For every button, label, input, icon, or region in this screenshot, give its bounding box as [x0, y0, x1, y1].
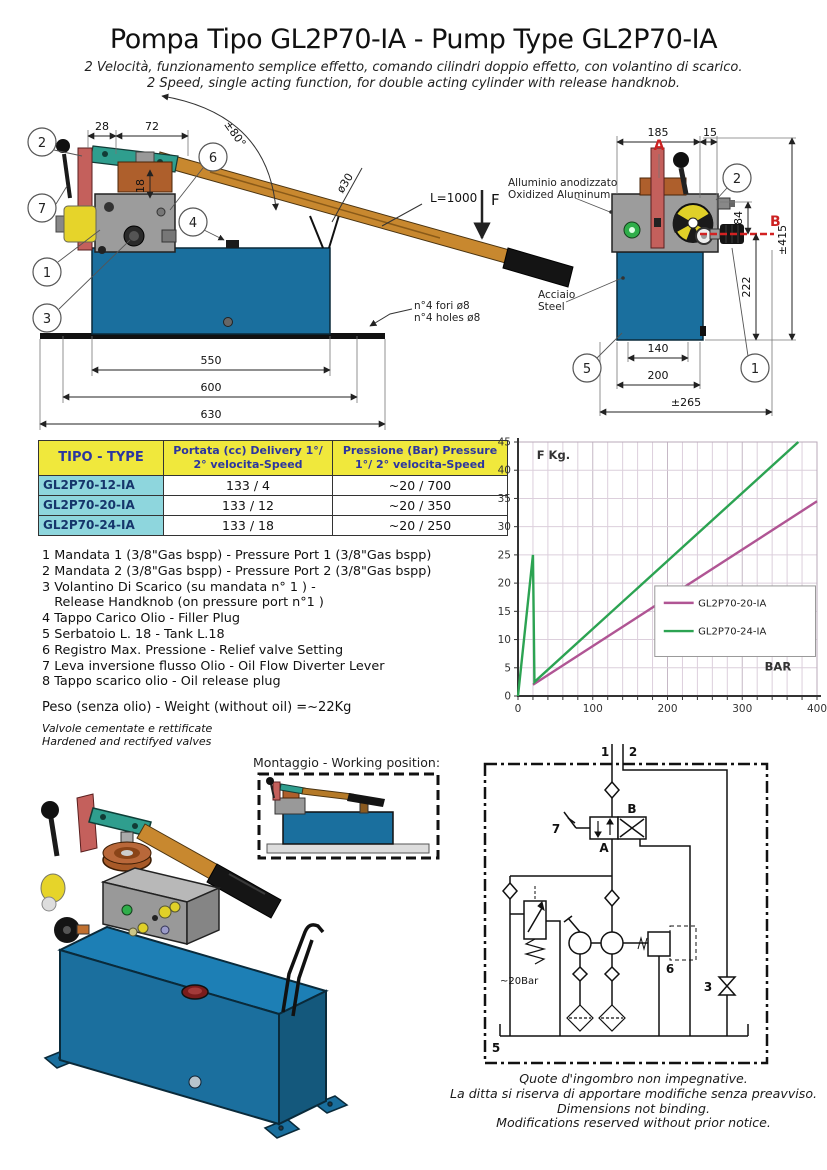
note-line: 3 Volantino Di Scarico (su mandata n° 1 ) - [42, 579, 316, 595]
diverter-lever [64, 154, 70, 198]
force-label: F [491, 191, 500, 209]
svg-text:5: 5 [504, 662, 511, 675]
svg-text:3: 3 [703, 980, 713, 994]
svg-text:45: 45 [497, 436, 511, 449]
tank-3d [60, 925, 326, 1124]
svg-text:400: 400 [806, 703, 827, 715]
note-line: 8 Tappo scarico olio - Oil release plug [42, 674, 281, 690]
dim-28: 28 [95, 120, 109, 133]
svg-text:35: 35 [497, 492, 511, 505]
side-view [28, 96, 576, 430]
svg-text:15: 15 [497, 605, 511, 618]
dim-185: 185 [647, 126, 669, 139]
schematic-labels [492, 745, 712, 1055]
table-header-pressure: Pressione (Bar) Pressure 1°/ 2° velocita-Speed [333, 441, 508, 476]
disclaimer-line: La ditta si riserva di apportare modifiche senza preavviso. [449, 1085, 818, 1101]
svg-text:A: A [599, 841, 609, 855]
svg-text:10: 10 [497, 634, 511, 647]
label-steel-en: Steel [538, 301, 565, 313]
note-line: 6 Registro Max. Pressione - Relief valve Setting [42, 642, 344, 658]
check-valves [503, 782, 619, 981]
svg-text:4: 4 [188, 216, 198, 231]
handle-grip [503, 248, 573, 287]
spec-table [38, 440, 508, 536]
note-line: 5 Serbatoio L. 18 - Tank L.18 [42, 626, 225, 642]
dim-630: 630 [200, 408, 222, 421]
force-pressure-chart [488, 430, 827, 722]
dim-84: 84 [732, 211, 745, 225]
filters [567, 1005, 625, 1031]
holes-note-it: n°4 fori ø8 [414, 300, 470, 312]
subtitle-italian: 2 Velocità, funzionamento semplice effetto, comando cilindri doppio effetto, con volantino di scarico. [84, 60, 743, 75]
svg-text:30: 30 [497, 521, 511, 534]
shutoff-valve [719, 977, 735, 995]
valves-note: Valvole cementate e rettificate Hardened and rectifyed valves [42, 722, 213, 748]
note-line: 1 Mandata 1 (3/8"Gas bspp) - Pressure Port 1 (3/8"Gas bspp) [42, 548, 432, 563]
svg-text:5: 5 [491, 1041, 501, 1055]
svg-text:300: 300 [732, 703, 753, 715]
page-title: Pompa Tipo GL2P70-IA - Pump Type GL2P70-IA [109, 24, 718, 55]
pump-head-3d [41, 794, 281, 944]
svg-text:BAR: BAR [764, 659, 792, 674]
dim-length: L=1000 [430, 191, 478, 205]
table-header-delivery: Portata (cc) Delivery 1°/ 2° velocita-Speed [164, 441, 333, 476]
relief-valve [524, 886, 546, 964]
tank-front [617, 252, 703, 340]
dim-550: 550 [200, 354, 222, 367]
technical-drawing [10, 90, 817, 435]
note-line: 7 Leva inversione flusso Olio - Oil Flow Diverter Lever [42, 658, 385, 674]
svg-text:0: 0 [504, 690, 511, 703]
dim-600: 600 [200, 381, 222, 394]
svg-text:40: 40 [497, 464, 511, 477]
dim-140: 140 [647, 342, 669, 355]
tank-side [92, 248, 330, 334]
disclaimer [440, 1072, 827, 1131]
table-row: GL2P70-24-IA 133 / 18 ~20 / 250 [39, 515, 508, 535]
dim-265: ±265 [670, 396, 702, 409]
svg-text:6: 6 [208, 151, 218, 166]
directional-valve [564, 812, 646, 839]
svg-text:7: 7 [551, 822, 561, 836]
note-line: Release Handknob (on pressure port n°1 ) [42, 595, 324, 611]
legend-notes [42, 548, 487, 690]
svg-text:1: 1 [600, 745, 610, 759]
note-line: 2 Mandata 2 (3/8"Gas bspp) - Pressure Port 2 (3/8"Gas bspp) [42, 563, 432, 579]
label-aluminum-en: Oxidized Aluminum [508, 189, 611, 201]
svg-text:1: 1 [42, 266, 52, 281]
holes-note-en: n°4 holes ø8 [414, 312, 481, 324]
hand-pump-symbol [564, 916, 623, 954]
working-position-label: Montaggio - Working position: [253, 755, 441, 770]
table-header-type: TIPO - TYPE [39, 441, 164, 476]
svg-text:3: 3 [42, 312, 52, 327]
disclaimer-line: Dimensions not binding. [556, 1100, 711, 1116]
dim-200: 200 [647, 369, 669, 382]
note-line: 4 Tappo Carico Olio - Filler Plug [42, 611, 240, 627]
dim-415: ±415 [776, 224, 789, 256]
svg-text:~20Bar: ~20Bar [500, 976, 539, 987]
subtitle-english: 2 Speed, single acting function, for double acting cylinder with release handknob. [146, 76, 681, 91]
svg-text:5: 5 [582, 362, 592, 377]
svg-text:2: 2 [37, 136, 47, 151]
dim-222: 222 [740, 276, 753, 298]
svg-text:6: 6 [665, 962, 675, 976]
hydraulic-schematic [480, 736, 827, 1070]
disclaimer-line: Quote d'ingombro non impegnative. [519, 1071, 748, 1086]
svg-text:B: B [627, 802, 637, 816]
svg-text:100: 100 [582, 703, 603, 715]
svg-text:F Kg.: F Kg. [536, 447, 571, 462]
pump-3d-illustration [15, 760, 455, 1160]
svg-text:2: 2 [628, 745, 638, 759]
disclaimer-line: Modifications reserved without prior notice. [496, 1115, 771, 1131]
dim-angle: ±80° [221, 118, 249, 150]
dim-dia30: ø30 [334, 170, 357, 196]
svg-text:GL2P70-24-IA: GL2P70-24-IA [698, 626, 767, 638]
svg-text:0: 0 [514, 703, 522, 715]
svg-text:1: 1 [750, 362, 760, 377]
dim-15: 15 [703, 126, 717, 139]
filler-plug [226, 240, 239, 248]
svg-text:7: 7 [37, 202, 47, 217]
label-steel-it: Acciaio [538, 289, 576, 301]
svg-text:25: 25 [497, 549, 511, 562]
table-row: GL2P70-20-IA 133 / 12 ~20 / 350 [39, 495, 508, 515]
weight-note: Peso (senza olio) - Weight (without oil) =~22Kg [42, 700, 352, 715]
valve-body [95, 194, 176, 254]
dim-72: 72 [145, 120, 159, 133]
svg-text:GL2P70-20-IA: GL2P70-20-IA [698, 598, 767, 610]
svg-text:200: 200 [657, 703, 678, 715]
table-row: GL2P70-12-IA 133 / 4 ~20 / 700 [39, 475, 508, 495]
dim-18: 18 [134, 179, 147, 193]
svg-text:2: 2 [732, 172, 742, 187]
label-b: B [770, 214, 781, 230]
label-aluminum-it: Alluminio anodizzato [508, 177, 618, 189]
svg-text:20: 20 [497, 577, 511, 590]
label-a: A [653, 138, 665, 154]
